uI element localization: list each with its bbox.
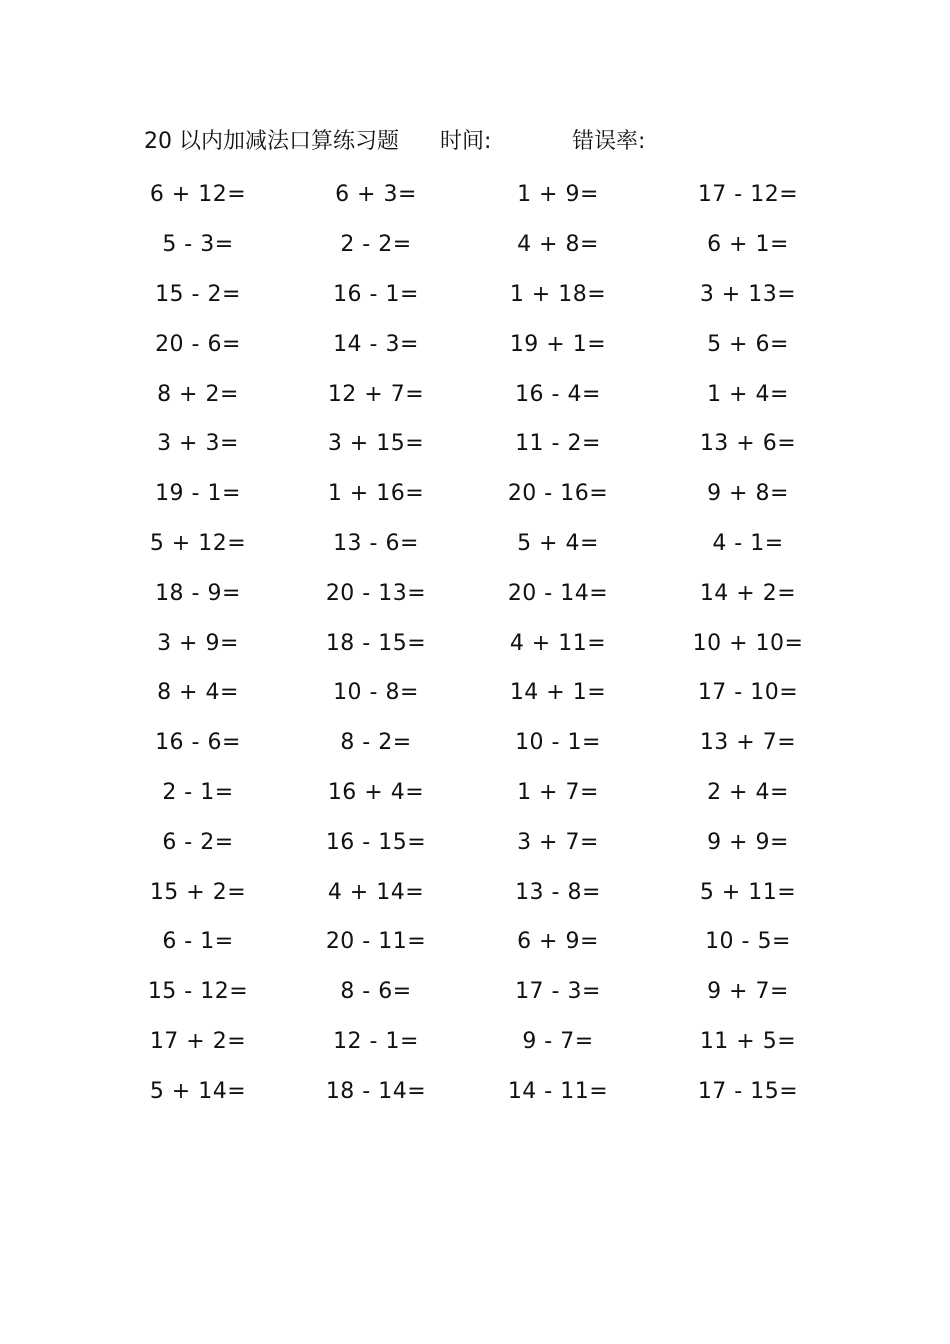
- column-gap: [628, 867, 668, 917]
- math-problem: 6 + 12=: [149, 182, 247, 208]
- column-gap: [628, 568, 668, 618]
- math-problem: 17 - 10=: [697, 680, 799, 706]
- error-rate-label: 错误率:: [572, 129, 646, 154]
- math-problem: 14 - 11=: [507, 1078, 609, 1104]
- column-gap: [628, 917, 668, 967]
- math-problem: 19 - 1=: [155, 481, 241, 507]
- math-problem: 3 + 9=: [157, 630, 239, 656]
- column-gap: [628, 369, 668, 419]
- math-problem: 2 + 4=: [707, 779, 789, 805]
- column-gap: [268, 319, 306, 369]
- math-problem: 14 + 1=: [509, 680, 607, 706]
- math-problem: 13 - 6=: [333, 530, 419, 556]
- math-problem: 1 + 7=: [517, 779, 599, 805]
- column-gap: [446, 768, 488, 818]
- math-problem: 10 + 10=: [692, 630, 804, 656]
- column-gap: [268, 419, 306, 469]
- math-problem: 13 - 8=: [515, 879, 601, 905]
- math-problem: 17 - 3=: [515, 979, 601, 1005]
- math-problem: 17 + 2=: [149, 1028, 247, 1054]
- column-gap: [446, 419, 488, 469]
- math-problem: 16 + 4=: [327, 779, 425, 805]
- math-problem: 4 - 1=: [712, 530, 784, 556]
- column-gap: [268, 718, 306, 768]
- math-problem: 2 - 2=: [340, 232, 412, 258]
- column-gap: [446, 718, 488, 768]
- column-gap: [628, 220, 668, 270]
- column-gap: [628, 967, 668, 1017]
- math-problem: 3 + 3=: [157, 431, 239, 457]
- math-problem: 3 + 7=: [517, 829, 599, 855]
- math-problem: 10 - 1=: [515, 730, 601, 756]
- math-problem: 20 - 13=: [325, 580, 427, 606]
- column-gap: [268, 519, 306, 569]
- column-gap: [268, 469, 306, 519]
- column-gap: [628, 519, 668, 569]
- math-problem: 5 + 4=: [517, 530, 599, 556]
- math-problem: 17 - 12=: [697, 182, 799, 208]
- column-gap: [268, 768, 306, 818]
- column-gap: [628, 1066, 668, 1116]
- math-problem: 20 - 6=: [155, 331, 241, 357]
- column-gap: [446, 1017, 488, 1067]
- math-problem: 10 - 8=: [333, 680, 419, 706]
- math-problem: 6 + 9=: [517, 929, 599, 955]
- column-gap: [628, 817, 668, 867]
- math-problem: 1 + 16=: [327, 481, 425, 507]
- math-problem: 5 + 12=: [149, 530, 247, 556]
- column-gap: [268, 270, 306, 320]
- column-gap: [446, 170, 488, 220]
- math-problem: 6 - 2=: [162, 829, 234, 855]
- math-problem: 13 + 7=: [699, 730, 797, 756]
- math-problem: 20 - 16=: [507, 481, 609, 507]
- column-gap: [446, 967, 488, 1017]
- column-gap: [446, 220, 488, 270]
- worksheet-title: 20 以内加减法口算练习题: [144, 129, 399, 154]
- column-gap: [628, 668, 668, 718]
- column-gap: [446, 319, 488, 369]
- math-problem: 8 - 2=: [340, 730, 412, 756]
- math-problem: 4 + 11=: [509, 630, 607, 656]
- column-gap: [268, 668, 306, 718]
- math-problem: 11 - 2=: [515, 431, 601, 457]
- worksheet-header: [144, 124, 824, 160]
- math-problem: 1 + 4=: [707, 381, 789, 407]
- column-gap: [268, 817, 306, 867]
- math-problem: 17 - 15=: [697, 1078, 799, 1104]
- column-gap: [628, 270, 668, 320]
- math-problem: 9 - 7=: [522, 1028, 594, 1054]
- math-problem: 9 + 7=: [707, 979, 789, 1005]
- column-gap: [628, 469, 668, 519]
- math-problem: 16 - 6=: [155, 730, 241, 756]
- column-gap: [628, 768, 668, 818]
- math-problem: 18 - 14=: [325, 1078, 427, 1104]
- math-problem: 8 + 4=: [157, 680, 239, 706]
- column-gap: [268, 867, 306, 917]
- math-problem: 6 - 1=: [162, 929, 234, 955]
- math-problem: 13 + 6=: [699, 431, 797, 457]
- math-problem: 8 - 6=: [340, 979, 412, 1005]
- math-problem: 19 + 1=: [509, 331, 607, 357]
- column-gap: [268, 369, 306, 419]
- column-gap: [446, 469, 488, 519]
- column-gap: [268, 170, 306, 220]
- math-problem: 15 - 12=: [147, 979, 249, 1005]
- math-problem: 10 - 5=: [705, 929, 791, 955]
- column-gap: [446, 917, 488, 967]
- column-gap: [628, 1017, 668, 1067]
- problem-grid: [128, 170, 828, 1116]
- column-gap: [446, 618, 488, 668]
- math-problem: 20 - 14=: [507, 580, 609, 606]
- math-problem: 1 + 18=: [509, 281, 607, 307]
- math-problem: 14 + 2=: [699, 580, 797, 606]
- column-gap: [446, 270, 488, 320]
- math-problem: 20 - 11=: [325, 929, 427, 955]
- column-gap: [446, 867, 488, 917]
- math-problem: 8 + 2=: [157, 381, 239, 407]
- math-problem: 9 + 9=: [707, 829, 789, 855]
- column-gap: [268, 220, 306, 270]
- math-problem: 5 + 14=: [149, 1078, 247, 1104]
- math-problem: 15 - 2=: [155, 281, 241, 307]
- time-label: 时间:: [440, 129, 492, 154]
- math-problem: 9 + 8=: [707, 481, 789, 507]
- math-problem: 3 + 13=: [699, 281, 797, 307]
- column-gap: [446, 1066, 488, 1116]
- math-problem: 15 + 2=: [149, 879, 247, 905]
- math-problem: 5 + 6=: [707, 331, 789, 357]
- column-gap: [628, 319, 668, 369]
- column-gap: [446, 568, 488, 618]
- column-gap: [446, 817, 488, 867]
- column-gap: [446, 369, 488, 419]
- math-problem: 3 + 15=: [327, 431, 425, 457]
- column-gap: [628, 718, 668, 768]
- math-problem: 6 + 3=: [335, 182, 417, 208]
- column-gap: [268, 967, 306, 1017]
- math-problem: 14 - 3=: [333, 331, 419, 357]
- column-gap: [628, 419, 668, 469]
- math-problem: 18 - 9=: [155, 580, 241, 606]
- math-problem: 5 - 3=: [162, 232, 234, 258]
- math-problem: 16 - 1=: [333, 281, 419, 307]
- math-problem: 16 - 15=: [325, 829, 427, 855]
- column-gap: [268, 1017, 306, 1067]
- column-gap: [268, 917, 306, 967]
- math-problem: 5 + 11=: [699, 879, 797, 905]
- column-gap: [628, 618, 668, 668]
- math-problem: 11 + 5=: [699, 1028, 797, 1054]
- column-gap: [268, 1066, 306, 1116]
- math-problem: 1 + 9=: [517, 182, 599, 208]
- math-problem: 6 + 1=: [707, 232, 789, 258]
- math-problem: 18 - 15=: [325, 630, 427, 656]
- column-gap: [628, 170, 668, 220]
- math-problem: 12 - 1=: [333, 1028, 419, 1054]
- math-problem: 4 + 8=: [517, 232, 599, 258]
- column-gap: [268, 568, 306, 618]
- column-gap: [268, 618, 306, 668]
- math-problem: 12 + 7=: [327, 381, 425, 407]
- math-problem: 4 + 14=: [327, 879, 425, 905]
- column-gap: [446, 519, 488, 569]
- math-problem: 16 - 4=: [515, 381, 601, 407]
- column-gap: [446, 668, 488, 718]
- math-problem: 2 - 1=: [162, 779, 234, 805]
